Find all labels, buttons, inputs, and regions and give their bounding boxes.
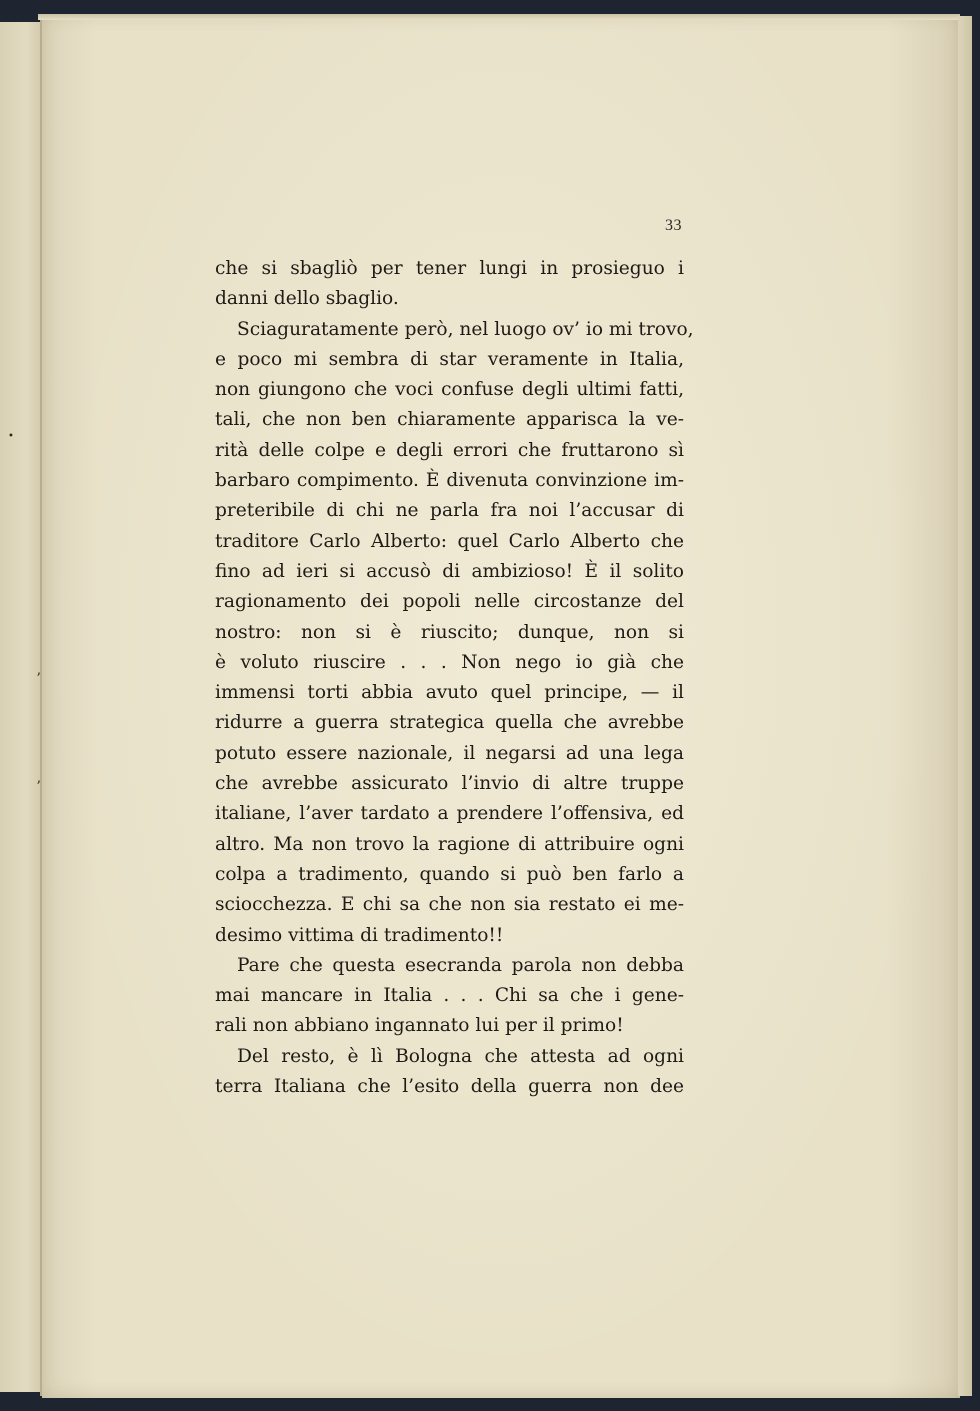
top-page-edge [38,14,960,20]
margin-tick-mark: ʼ [36,779,41,795]
text-line: è voluto riuscire . . . Non nego io già che [215,651,684,673]
text-line: barbaro compimento. È divenuta convinzione im- [215,470,684,492]
text-line: rità delle colpe e degli errori che fruttarono sì [215,439,684,461]
margin-tick-mark: ʼ [36,671,41,687]
text-line: colpa a tradimento, quando si può ben farlo a [215,863,684,885]
text-line: non giungono che voci confuse degli ultimi fatti, [215,379,684,401]
text-line: Del resto, è lì Bologna che attesta ad ogni [237,1045,684,1067]
text-line: ragionamento dei popoli nelle circostanze del [215,591,684,613]
body-text [215,254,694,1102]
text-line: e poco mi sembra di star veramente in Italia, [215,348,684,370]
text-line: che avrebbe assicurato l’invio di altre truppe [215,773,684,795]
text-line: Pare che questa esecranda parola non debba [237,954,684,976]
text-line: mai mancare in Italia . . . Chi sa che i gene- [215,985,684,1007]
text-line: fino ad ieri si accusò di ambizioso! È il solito [215,560,684,582]
text-line: tali, che non ben chiaramente apparisca la ve- [215,409,684,431]
text-line: Sciaguratamente però, nel luogo ov’ io mi trovo, [237,318,694,340]
text-line: nostro: non si è riuscito; dunque, non si [215,621,684,643]
text-line: che si sbagliò per tener lungi in prosieguo i [215,258,684,279]
text-line: traditore Carlo Alberto: quel Carlo Alberto che [215,530,684,552]
text-line: preteribile di chi ne parla fra noi l’accusar di [215,500,684,522]
text-line: altro. Ma non trovo la ragione di attribuire ogni [215,833,684,855]
margin-dot-mark: • [8,431,14,442]
page-number: 33 [665,217,682,234]
text-line: rali non abbiano ingannato lui per il primo! [215,1015,624,1037]
left-page-edge [0,22,44,1392]
text-line: danni dello sbaglio. [215,288,399,310]
text-line: desimo vittima di tradimento!! [215,924,504,946]
right-page-edge [958,16,972,1396]
text-line: immensi torti abbia avuto quel principe, — il [215,682,684,704]
text-line: ridurre a guerra strategica quella che avrebbe [215,712,684,734]
text-line: potuto essere nazionale, il negarsi ad una lega [215,742,684,764]
text-line: terra Italiana che l’esito della guerra non dee [215,1076,684,1098]
text-line: sciocchezza. E chi sa che non sia restato ei me- [215,894,684,916]
text-line: italiane, l’aver tardato a prendere l’offensiva, ed [215,803,684,825]
